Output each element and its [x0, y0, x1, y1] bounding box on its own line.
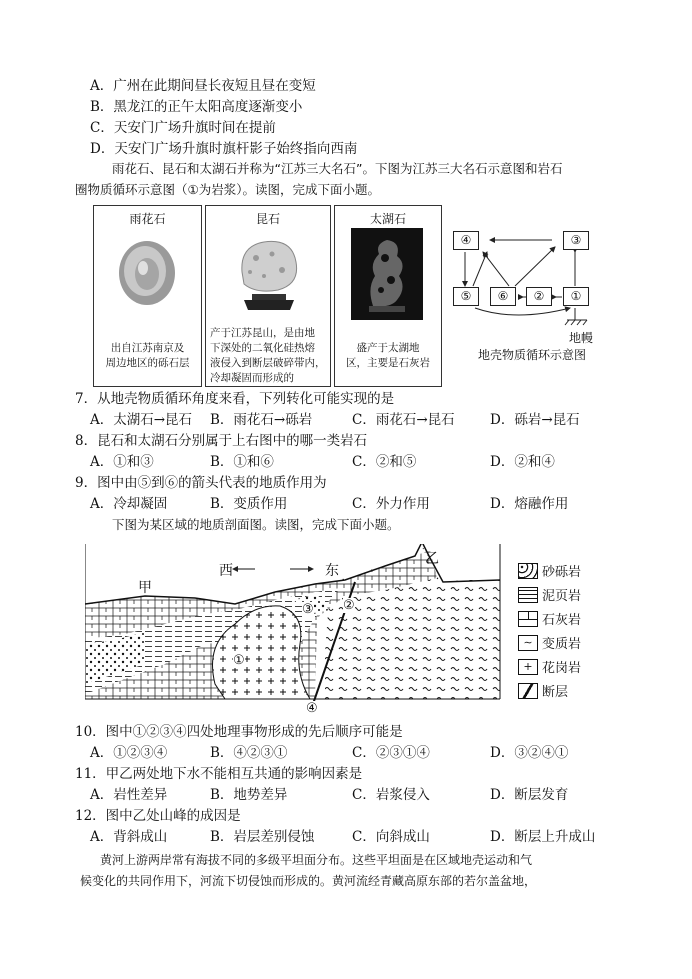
geologic-section	[85, 544, 505, 716]
question-stem: 12．图中乙处山峰的成因是	[75, 808, 241, 824]
answer-option: B．岩层差别侵蚀	[210, 829, 315, 845]
cycle-node: ①	[563, 287, 589, 306]
answer-option: D．断层上升成山	[490, 829, 596, 845]
answer-option: A．岩性差异	[90, 787, 168, 803]
legend-label: 花岗岩	[542, 661, 582, 676]
answer-option: A．①和③	[90, 454, 154, 470]
mark-2: ②	[343, 598, 355, 613]
legend-swatch	[518, 611, 538, 627]
option-line: C．天安门广场升旗时间在提前	[90, 120, 276, 136]
legend-swatch	[518, 683, 538, 699]
answer-option: D．熔融作用	[490, 496, 569, 512]
answer-option: D．③②④①	[490, 745, 569, 761]
card-caption: 出自江苏南京及 周边地区的砾石层	[105, 342, 190, 369]
answer-option: C．②和⑤	[352, 454, 417, 470]
intro-paragraph: 黄河上游两岸常有海拔不同的多级平坦面分布。这些平坦面是在区域地壳运动和气	[100, 853, 533, 867]
mantle-label: 地幔	[569, 331, 594, 345]
card-kunshi	[205, 205, 331, 387]
question-stem: 7．从地壳物质循环角度来看，下列转化可能实现的是	[75, 391, 395, 407]
card-caption: 盛产于太湖地 区，主要是石灰岩	[346, 342, 430, 369]
intro-paragraph: 圈物质循环示意图（①为岩浆）。读图，完成下面小题。	[75, 182, 380, 197]
answer-option: D．②和④	[490, 454, 555, 470]
answer-option: B．变质作用	[210, 496, 288, 512]
answer-option: C．向斜成山	[352, 829, 430, 845]
answer-option: B．地势差异	[210, 787, 288, 803]
answer-option: C．雨花石→昆石	[352, 412, 455, 428]
question-stem: 11．甲乙两处地下水不能相互共通的影响因素是	[75, 766, 363, 782]
legend-label: 断层	[542, 685, 569, 700]
cycle-caption: 地壳物质循环示意图	[478, 348, 587, 362]
jia-label: 甲	[138, 580, 152, 596]
option-line: D．天安门广场升旗时旗杆影子始终指向西南	[90, 141, 358, 157]
cycle-node: ④	[453, 231, 479, 250]
answer-option: B．雨花石→砾岩	[210, 412, 313, 428]
west-label: 西	[219, 563, 233, 579]
kunshi-image	[234, 232, 304, 322]
answer-option: C．岩浆侵入	[352, 787, 430, 803]
question-stem: 10．图中①②③④四处地理事物形成的先后顺序可能是	[75, 724, 403, 740]
intro-paragraph: 下图为某区域的地质剖面图。读图，完成下面小题。	[112, 517, 400, 532]
taihushi-image	[351, 228, 423, 320]
cycle-node: ②	[526, 287, 552, 306]
legend-label: 石灰岩	[542, 613, 582, 628]
yuhuashi-image	[116, 238, 178, 308]
answer-option: C．外力作用	[352, 496, 430, 512]
card-caption: 产于江苏昆山，是由地 下深处的二氧化硅热熔 液侵入到断层破碎带内， 冷却凝固而形成的	[210, 327, 326, 384]
answer-option: D．断层发育	[490, 787, 569, 803]
intro-paragraph: 雨花石、昆石和太湖石并称为“江苏三大名石”。下图为江苏三大名石示意图和岩石	[112, 161, 563, 176]
mark-1: ①	[233, 653, 245, 668]
answer-option: A．冷却凝固	[90, 496, 168, 512]
card-yuhuashi	[93, 205, 202, 387]
legend-label: 砂砾岩	[542, 565, 582, 580]
question-stem: 9．图中由⑤到⑥的箭头代表的地质作用为	[75, 475, 327, 491]
answer-option: A．①②③④	[90, 745, 168, 761]
legend-swatch: +	[518, 659, 538, 675]
intro-paragraph: 候变化的共同作用下，河流下切侵蚀而形成的。黄河流经青藏高原东部的若尔盖盆地，	[80, 874, 537, 888]
cycle-node: ⑥	[490, 287, 516, 306]
east-label: 东	[325, 563, 339, 579]
question-stem: 8．昆石和太湖石分别属于上右图中的哪一类岩石	[75, 433, 368, 449]
answer-option: A．背斜成山	[90, 829, 168, 845]
legend-swatch	[518, 563, 538, 579]
answer-option: A．太湖石→昆石	[90, 412, 193, 428]
card-title: 昆石	[255, 212, 280, 226]
legend-label: 变质岩	[542, 637, 582, 652]
cycle-node: ③	[563, 231, 589, 250]
answer-option: C．②③①④	[352, 745, 430, 761]
legend-swatch: ∼	[518, 635, 538, 651]
card-title: 太湖石	[369, 212, 406, 226]
yi-label: 乙	[425, 551, 439, 567]
legend-label: 泥页岩	[542, 589, 582, 604]
answer-option: D．砾岩→昆石	[490, 412, 580, 428]
cycle-node: ⑤	[453, 287, 479, 306]
option-line: A．广州在此期间昼长夜短且昼在变短	[90, 78, 316, 94]
legend-swatch	[518, 587, 538, 603]
option-line: B．黑龙江的正午太阳高度逐渐变小	[90, 99, 303, 115]
mark-4: ④	[306, 701, 318, 716]
answer-option: B．①和⑥	[210, 454, 274, 470]
mark-3: ③	[302, 602, 314, 617]
card-taihushi	[334, 205, 442, 387]
card-title: 雨花石	[129, 212, 166, 226]
answer-option: B．④②③①	[210, 745, 288, 761]
